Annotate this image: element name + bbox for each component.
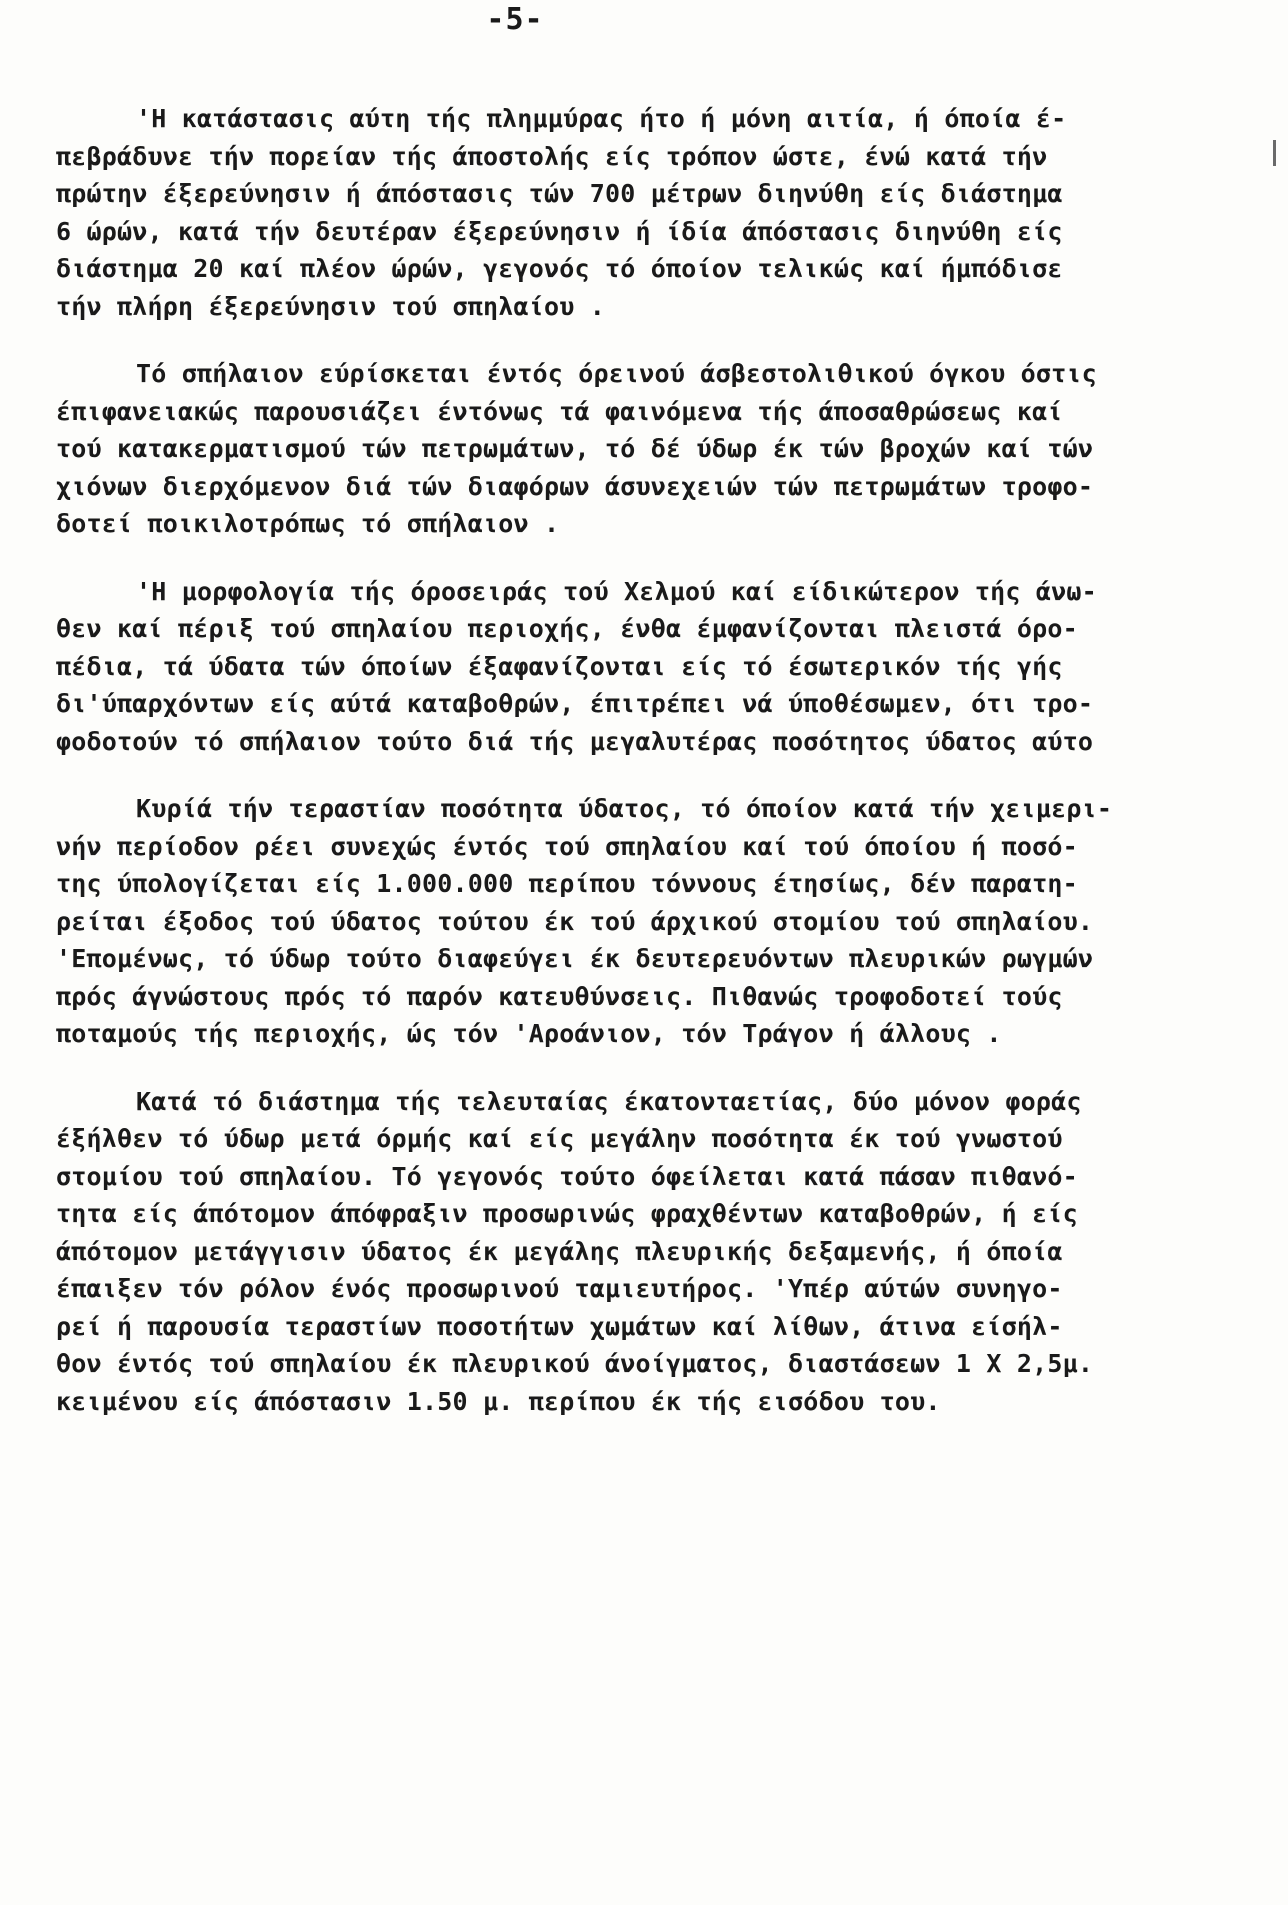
text-line: ποταμούς τής περιοχής, ώς τόν 'Αροάνιον, τόν Τράγον ή άλλους . (56, 1019, 1002, 1048)
text-line: έπιφανειακώς παρουσιάζει έντόνως τά φαινόμενα τής άποσαθρώσεως καί (56, 396, 1063, 426)
text-line: τητα είς άπότομον άπόφραξιν προσωρινώς φραχθέντων καταβοθρών, ή είς (56, 1199, 1078, 1228)
text-line: διάστημα 20 καί πλέον ώρών, γεγονός τό όποίον τελικώς καί ήμπόδισε (56, 254, 1063, 283)
text-line: 'Επομένως, τό ύδωρ τούτο διαφεύγει έκ δευτερευόντων πλευρικών ρωγμών (56, 944, 1094, 973)
text-line: ρεί ή παρουσία τεραστίων ποσοτήτων χωμάτων καί λίθων, άτινα είσήλ- (56, 1311, 1063, 1341)
text-line: θον έντός τού σπηλαίου έκ πλευρικού άνοίγματος, διαστάσεων 1 Χ 2,5μ. (56, 1349, 1094, 1378)
text-line: πρός άγνώστους πρός τό παρόν κατευθύνσεις. Πιθανώς τροφοδοτεί τούς (56, 981, 1063, 1011)
page-number: -5- (486, 2, 544, 37)
text-line: ρείται έξοδος τού ύδατος τούτου έκ τού άρχικού στομίου τού σπηλαίου. (56, 906, 1094, 936)
text-line: κειμένου είς άπόστασιν 1.50 μ. περίπου έκ τής εισόδου του. (56, 1386, 941, 1416)
text-line: Κατά τό διάστημα τής τελευταίας έκατονταετίας, δύο μόνον φοράς (136, 1086, 1082, 1116)
text-line: θεν καί πέριξ τού σπηλαίου περιοχής, ένθα έμφανίζονται πλειστά όρο- (56, 614, 1078, 643)
text-line: δοτεί ποικιλοτρόπως τό σπήλαιον . (56, 509, 560, 538)
body-text (56, 100, 1280, 1450)
text-line: της ύπολογίζεται είς 1.000.000 περίπου τόννους έτησίως, δέν παρατη- (56, 869, 1078, 898)
paragraph (56, 573, 1280, 761)
paragraph (56, 790, 1280, 1053)
text-line: έπαιξεν τόν ρόλον ένός προσωρινού ταμιευτήρος. 'Υπέρ αύτών συνηγο- (56, 1274, 1063, 1303)
text-line: νήν περίοδον ρέει συνεχώς έντός τού σπηλαίου καί τού όποίου ή ποσό- (56, 831, 1078, 861)
text-line: πρώτην έξερεύνησιν ή άπόστασις τών 700 μέτρων διηνύθη είς διάστημα (56, 179, 1063, 208)
paragraph (56, 355, 1280, 543)
text-line: χιόνων διερχόμενον διά τών διαφόρων άσυνεχειών τών πετρωμάτων τροφο- (56, 471, 1094, 501)
text-line: τήν πλήρη έξερεύνησιν τού σπηλαίου . (56, 291, 606, 321)
text-line: έξήλθεν τό ύδωρ μετά όρμής καί είς μεγάλην ποσότητα έκ τού γνωστού (56, 1124, 1063, 1153)
text-line: τού κατακερματισμού τών πετρωμάτων, τό δέ ύδωρ έκ τών βροχών καί τών (56, 434, 1094, 463)
text-line: πεβράδυνε τήν πορείαν τής άποστολής είς τρόπον ώστε, ένώ κατά τήν (56, 141, 1048, 171)
text-line: 6 ώρών, κατά τήν δευτέραν έξερεύνησιν ή ίδία άπόστασις διηνύθη είς (56, 216, 1063, 246)
text-line: 'Η κατάστασις αύτη τής πλημμύρας ήτο ή μόνη αιτία, ή όποία έ- (136, 104, 1067, 133)
text-line: φοδοτούν τό σπήλαιον τούτο διά τής μεγαλυτέρας ποσότητος ύδατος αύτο (56, 726, 1094, 756)
text-line: Κυρίά τήν τεραστίαν ποσότητα ύδατος, τό όποίον κατά τήν χειμερι- (136, 794, 1113, 823)
paragraph (56, 100, 1280, 325)
text-line: στομίου τού σπηλαίου. Τό γεγονός τούτο όφείλεται κατά πάσαν πιθανό- (56, 1161, 1078, 1191)
text-line: πέδια, τά ύδατα τών όποίων έξαφανίζονται είς τό έσωτερικόν τής γής (56, 651, 1063, 681)
text-line: 'Η μορφολογία τής όροσειράς τού Χελμού καί είδικώτερον τής άνω- (136, 576, 1097, 606)
text-line: άπότομον μετάγγισιν ύδατος έκ μεγάλης πλευρικής δεξαμενής, ή όποία (56, 1236, 1063, 1266)
paragraph (56, 1083, 1280, 1421)
text-line: δι'ύπαρχόντων είς αύτά καταβοθρών, έπιτρέπει νά ύποθέσωμεν, ότι τρο- (56, 689, 1094, 718)
text-line: Τό σπήλαιον εύρίσκεται έντός όρεινού άσβεστολιθικού όγκου όστις (136, 359, 1097, 388)
